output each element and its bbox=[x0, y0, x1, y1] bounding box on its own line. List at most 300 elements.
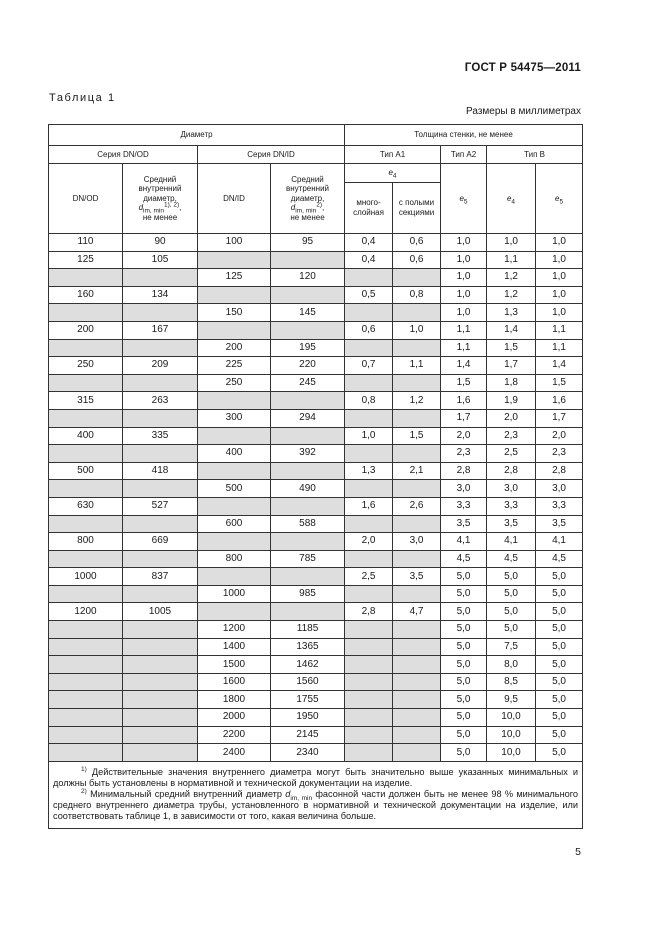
table-row bbox=[49, 638, 583, 656]
table-cell: 2,8 bbox=[345, 603, 393, 621]
table-cell: 5,0 bbox=[536, 568, 583, 586]
table-cell bbox=[123, 304, 198, 322]
table-row bbox=[49, 409, 583, 427]
table-cell bbox=[198, 286, 271, 304]
table-cell: 1,0 bbox=[441, 251, 487, 269]
table-cell bbox=[271, 533, 345, 551]
table-cell bbox=[393, 638, 441, 656]
table-cell: 1,5 bbox=[536, 374, 583, 392]
table-cell bbox=[393, 585, 441, 603]
table-cell: 1,2 bbox=[487, 269, 536, 287]
table-cell: 3,0 bbox=[393, 533, 441, 551]
table-cell: 785 bbox=[271, 550, 345, 568]
table-row bbox=[49, 533, 583, 551]
table-cell bbox=[123, 269, 198, 287]
table-cell: 1,1 bbox=[536, 321, 583, 339]
table-cell: 5,0 bbox=[441, 656, 487, 674]
table-row bbox=[49, 621, 583, 639]
table-cell: 588 bbox=[271, 515, 345, 533]
table-cell: 5,0 bbox=[536, 638, 583, 656]
table-cell: 167 bbox=[123, 321, 198, 339]
table-row bbox=[49, 550, 583, 568]
table-cell: 1,5 bbox=[393, 427, 441, 445]
table-cell: 335 bbox=[123, 427, 198, 445]
table-cell: 392 bbox=[271, 445, 345, 463]
table-cell: 1,1 bbox=[441, 339, 487, 357]
table-cell bbox=[345, 709, 393, 727]
table-cell: 3,5 bbox=[393, 568, 441, 586]
table-cell: 1,0 bbox=[441, 234, 487, 252]
table-cell bbox=[49, 269, 123, 287]
table-cell: 5,0 bbox=[536, 726, 583, 744]
table-row bbox=[49, 339, 583, 357]
table-cell: 5,0 bbox=[441, 621, 487, 639]
table-cell bbox=[271, 392, 345, 410]
header-e5-b: $e_5$ bbox=[536, 164, 583, 234]
footnote-2: $^{2)}$ Минимальный средний внутренний диаметр $d_{im, min}$ фасонной части должен быть не менее 98 % минимального среднего внутреннего диаметра трубы, установленного в нормативной и технической документации на изделие, или соответствовать таблице 1, в зависимости от того, какая величина больше. bbox=[53, 787, 579, 821]
table-cell: 1000 bbox=[49, 568, 123, 586]
table-cell: 220 bbox=[271, 357, 345, 375]
table-cell bbox=[271, 321, 345, 339]
table-cell bbox=[345, 638, 393, 656]
table-row bbox=[49, 427, 583, 445]
table-row bbox=[49, 269, 583, 287]
table-cell bbox=[198, 533, 271, 551]
table-cell: 95 bbox=[271, 234, 345, 252]
table-cell: 1,0 bbox=[536, 269, 583, 287]
table-cell bbox=[49, 656, 123, 674]
dimensions-table bbox=[48, 124, 583, 829]
table-cell bbox=[345, 744, 393, 762]
table-cell bbox=[49, 374, 123, 392]
table-cell bbox=[345, 374, 393, 392]
table-cell: 2,0 bbox=[441, 427, 487, 445]
table-cell: 4,1 bbox=[441, 533, 487, 551]
table-row bbox=[49, 357, 583, 375]
table-cell bbox=[393, 409, 441, 427]
table-cell: 294 bbox=[271, 409, 345, 427]
table-cell: 3,0 bbox=[487, 480, 536, 498]
table-cell: 1,5 bbox=[441, 374, 487, 392]
table-cell: 1000 bbox=[198, 585, 271, 603]
table-cell bbox=[49, 304, 123, 322]
table-cell: 1,8 bbox=[487, 374, 536, 392]
table-cell bbox=[345, 480, 393, 498]
table-cell: 5,0 bbox=[487, 603, 536, 621]
table-cell bbox=[393, 304, 441, 322]
table-cell: 5,0 bbox=[536, 744, 583, 762]
table-cell: 5,0 bbox=[536, 585, 583, 603]
header-e4-b: $e_4$ bbox=[487, 164, 536, 234]
table-cell: 100 bbox=[198, 234, 271, 252]
header-series-dn-od: Серия DN/OD bbox=[49, 146, 198, 164]
table-cell: 3,0 bbox=[441, 480, 487, 498]
header-dn-od: DN/OD bbox=[49, 164, 123, 234]
table-cell: 1,2 bbox=[487, 286, 536, 304]
table-cell: 1,0 bbox=[345, 427, 393, 445]
table-cell: 1,4 bbox=[441, 357, 487, 375]
table-cell: 125 bbox=[198, 269, 271, 287]
table-row bbox=[49, 515, 583, 533]
table-row bbox=[49, 691, 583, 709]
table-cell bbox=[345, 304, 393, 322]
table-cell: 1,3 bbox=[487, 304, 536, 322]
table-cell: 1,7 bbox=[487, 357, 536, 375]
table-row bbox=[49, 585, 583, 603]
table-cell bbox=[49, 673, 123, 691]
table-cell: 200 bbox=[49, 321, 123, 339]
table-cell: 5,0 bbox=[441, 744, 487, 762]
table-cell bbox=[123, 585, 198, 603]
table-cell: 3,3 bbox=[487, 497, 536, 515]
table-cell: 315 bbox=[49, 392, 123, 410]
table-cell: 0,7 bbox=[345, 357, 393, 375]
table-cell bbox=[393, 550, 441, 568]
footnote-row bbox=[49, 761, 583, 828]
table-cell bbox=[49, 744, 123, 762]
table-row bbox=[49, 744, 583, 762]
footnote-1: $^{1)}$ Действительные значения внутреннего диаметра могут быть значительно выше указанных минимальных и должны быть установлены в нормативной и технической документации на изделие. bbox=[53, 765, 579, 788]
table-cell bbox=[271, 568, 345, 586]
table-cell bbox=[271, 251, 345, 269]
table-cell bbox=[345, 550, 393, 568]
header-mean-inner-od: Средний внутренний диаметр, $d_{im, min}^{1), 2)}$, не менее bbox=[123, 164, 198, 234]
table-cell: 1,0 bbox=[536, 234, 583, 252]
table-row bbox=[49, 286, 583, 304]
table-cell: 10,0 bbox=[487, 744, 536, 762]
table-row bbox=[49, 251, 583, 269]
table-cell: 5,0 bbox=[487, 585, 536, 603]
table-cell: 2,8 bbox=[487, 462, 536, 480]
table-cell: 90 bbox=[123, 234, 198, 252]
header-series-dn-id: Серия DN/ID bbox=[198, 146, 345, 164]
header-row-1 bbox=[49, 125, 583, 146]
table-row bbox=[49, 497, 583, 515]
table-row bbox=[49, 392, 583, 410]
table-cell bbox=[393, 515, 441, 533]
table-cell bbox=[49, 638, 123, 656]
table-cell: 150 bbox=[198, 304, 271, 322]
header-e4-a1: $e_4$ bbox=[345, 164, 441, 183]
table-cell bbox=[345, 673, 393, 691]
table-cell: 5,0 bbox=[536, 656, 583, 674]
table-cell bbox=[49, 621, 123, 639]
table-cell bbox=[393, 726, 441, 744]
table-cell: 1,4 bbox=[487, 321, 536, 339]
header-dn-id: DN/ID bbox=[198, 164, 271, 234]
table-cell: 105 bbox=[123, 251, 198, 269]
table-cell: 263 bbox=[123, 392, 198, 410]
table-cell: 1,0 bbox=[441, 304, 487, 322]
table-cell: 2,0 bbox=[345, 533, 393, 551]
table-cell: 1500 bbox=[198, 656, 271, 674]
page-number: 5 bbox=[575, 846, 581, 858]
table-cell bbox=[198, 392, 271, 410]
table-cell bbox=[49, 691, 123, 709]
header-wall-thickness: Толщина стенки, не менее bbox=[345, 125, 583, 146]
table-cell: 1,0 bbox=[487, 234, 536, 252]
table-row bbox=[49, 480, 583, 498]
table-cell bbox=[393, 744, 441, 762]
table-cell bbox=[393, 673, 441, 691]
table-cell bbox=[271, 497, 345, 515]
table-cell bbox=[198, 251, 271, 269]
table-cell: 1200 bbox=[198, 621, 271, 639]
table-cell: 1,6 bbox=[536, 392, 583, 410]
header-hollow-sections: с полыми секциями bbox=[393, 183, 441, 234]
header-e5-a2: $e_5$ bbox=[441, 164, 487, 234]
table-cell bbox=[198, 497, 271, 515]
table-cell: 5,0 bbox=[536, 621, 583, 639]
header-mean-inner-id: Средний внутренний диаметр, $d_{im, min}^{2)}$, не менее bbox=[271, 164, 345, 234]
table-cell: 400 bbox=[49, 427, 123, 445]
table-cell bbox=[393, 691, 441, 709]
table-cell: 2200 bbox=[198, 726, 271, 744]
table-cell: 3,3 bbox=[536, 497, 583, 515]
table-cell: 800 bbox=[198, 550, 271, 568]
table-cell: 4,1 bbox=[487, 533, 536, 551]
table-cell: 1185 bbox=[271, 621, 345, 639]
table-cell bbox=[198, 568, 271, 586]
table-cell bbox=[49, 339, 123, 357]
table-row bbox=[49, 656, 583, 674]
table-cell: 600 bbox=[198, 515, 271, 533]
table-cell bbox=[271, 462, 345, 480]
table-cell: 0,6 bbox=[393, 234, 441, 252]
table-cell bbox=[123, 339, 198, 357]
table-cell bbox=[49, 515, 123, 533]
table-cell: 2400 bbox=[198, 744, 271, 762]
table-cell bbox=[123, 638, 198, 656]
table-cell: 2,1 bbox=[393, 462, 441, 480]
table-row bbox=[49, 304, 583, 322]
table-cell bbox=[345, 656, 393, 674]
table-cell: 0,6 bbox=[345, 321, 393, 339]
table-row bbox=[49, 445, 583, 463]
table-cell: 1755 bbox=[271, 691, 345, 709]
table-cell: 5,0 bbox=[441, 673, 487, 691]
table-cell: 1,2 bbox=[393, 392, 441, 410]
table-cell: 1,3 bbox=[345, 462, 393, 480]
table-cell: 145 bbox=[271, 304, 345, 322]
table-row bbox=[49, 568, 583, 586]
header-type-b: Тип В bbox=[487, 146, 583, 164]
table-cell: 1005 bbox=[123, 603, 198, 621]
table-cell: 2145 bbox=[271, 726, 345, 744]
table-cell: 125 bbox=[49, 251, 123, 269]
table-cell: 1,0 bbox=[536, 304, 583, 322]
table-cell: 1,1 bbox=[393, 357, 441, 375]
table-cell: 10,0 bbox=[487, 726, 536, 744]
table-cell bbox=[49, 480, 123, 498]
table-cell: 1400 bbox=[198, 638, 271, 656]
table-cell: 1,4 bbox=[536, 357, 583, 375]
header-type-a1: Тип А1 bbox=[345, 146, 441, 164]
table-cell: 2,0 bbox=[487, 409, 536, 427]
table-cell: 5,0 bbox=[441, 603, 487, 621]
table-cell bbox=[393, 709, 441, 727]
table-cell bbox=[123, 515, 198, 533]
table-cell: 400 bbox=[198, 445, 271, 463]
table-cell: 4,5 bbox=[536, 550, 583, 568]
table-cell: 120 bbox=[271, 269, 345, 287]
table-row bbox=[49, 673, 583, 691]
table-cell: 134 bbox=[123, 286, 198, 304]
table-cell: 225 bbox=[198, 357, 271, 375]
table-cell bbox=[345, 409, 393, 427]
table-cell bbox=[198, 603, 271, 621]
table-cell: 2,3 bbox=[536, 445, 583, 463]
units-note: Размеры в миллиметрах bbox=[466, 106, 581, 117]
table-cell: 209 bbox=[123, 357, 198, 375]
table-cell bbox=[393, 656, 441, 674]
table-cell: 527 bbox=[123, 497, 198, 515]
table-cell bbox=[345, 339, 393, 357]
table-cell: 8,5 bbox=[487, 673, 536, 691]
table-cell: 10,0 bbox=[487, 709, 536, 727]
table-cell: 1950 bbox=[271, 709, 345, 727]
standard-code: ГОСТ Р 54475—2011 bbox=[464, 62, 581, 74]
table-cell: 3,5 bbox=[487, 515, 536, 533]
table-cell: 4,7 bbox=[393, 603, 441, 621]
table-cell: 0,4 bbox=[345, 234, 393, 252]
table-cell bbox=[345, 445, 393, 463]
table-cell: 3,3 bbox=[441, 497, 487, 515]
header-multilayer: много- слойная bbox=[345, 183, 393, 234]
table-cell bbox=[123, 445, 198, 463]
table-cell: 2,5 bbox=[345, 568, 393, 586]
table-cell: 0,8 bbox=[393, 286, 441, 304]
table-cell: 1,7 bbox=[536, 409, 583, 427]
table-cell bbox=[393, 269, 441, 287]
table-cell: 2,6 bbox=[393, 497, 441, 515]
table-cell: 110 bbox=[49, 234, 123, 252]
table-cell: 9,5 bbox=[487, 691, 536, 709]
table-cell: 1200 bbox=[49, 603, 123, 621]
table-cell: 300 bbox=[198, 409, 271, 427]
table-cell bbox=[393, 445, 441, 463]
table-cell: 2,0 bbox=[536, 427, 583, 445]
table-cell: 1,0 bbox=[393, 321, 441, 339]
table-cell: 3,5 bbox=[441, 515, 487, 533]
table-cell: 5,0 bbox=[441, 568, 487, 586]
table-cell: 2,3 bbox=[487, 427, 536, 445]
table-row bbox=[49, 234, 583, 252]
table-cell: 5,0 bbox=[487, 621, 536, 639]
table-cell bbox=[345, 726, 393, 744]
table-cell bbox=[393, 480, 441, 498]
table-cell bbox=[198, 462, 271, 480]
table-cell: 200 bbox=[198, 339, 271, 357]
table-row bbox=[49, 374, 583, 392]
table-cell: 1600 bbox=[198, 673, 271, 691]
table-cell: 1,0 bbox=[536, 286, 583, 304]
table-cell bbox=[123, 726, 198, 744]
table-cell: 500 bbox=[49, 462, 123, 480]
table-cell bbox=[123, 744, 198, 762]
table-cell: 4,5 bbox=[487, 550, 536, 568]
table-cell: 4,1 bbox=[536, 533, 583, 551]
table-cell: 5,0 bbox=[441, 691, 487, 709]
table-cell: 0,4 bbox=[345, 251, 393, 269]
table-cell: 5,0 bbox=[487, 568, 536, 586]
table-cell: 2,8 bbox=[441, 462, 487, 480]
table-cell: 2,5 bbox=[487, 445, 536, 463]
table-cell: 1,5 bbox=[487, 339, 536, 357]
table-cell: 669 bbox=[123, 533, 198, 551]
table-cell bbox=[345, 585, 393, 603]
table-cell: 2340 bbox=[271, 744, 345, 762]
table-cell bbox=[271, 286, 345, 304]
table-cell: 7,5 bbox=[487, 638, 536, 656]
table-cell: 1365 bbox=[271, 638, 345, 656]
table-caption: Таблица 1 bbox=[49, 92, 116, 104]
table-cell bbox=[123, 691, 198, 709]
table-cell: 1,6 bbox=[345, 497, 393, 515]
table-cell: 1,0 bbox=[441, 286, 487, 304]
table-cell: 1462 bbox=[271, 656, 345, 674]
table-cell: 5,0 bbox=[441, 638, 487, 656]
table-cell: 4,5 bbox=[441, 550, 487, 568]
table-cell bbox=[49, 709, 123, 727]
table-cell: 0,8 bbox=[345, 392, 393, 410]
table-cell: 5,0 bbox=[441, 726, 487, 744]
table-cell: 1,1 bbox=[487, 251, 536, 269]
table-cell bbox=[123, 621, 198, 639]
table-row bbox=[49, 709, 583, 727]
table-cell bbox=[345, 515, 393, 533]
table-cell bbox=[271, 603, 345, 621]
table-cell: 1,0 bbox=[441, 269, 487, 287]
footnotes bbox=[49, 761, 583, 828]
table-cell bbox=[345, 621, 393, 639]
table-cell bbox=[49, 726, 123, 744]
table-cell: 837 bbox=[123, 568, 198, 586]
table-cell: 418 bbox=[123, 462, 198, 480]
table-cell: 5,0 bbox=[441, 709, 487, 727]
table-cell bbox=[393, 374, 441, 392]
table-row bbox=[49, 462, 583, 480]
table-cell bbox=[49, 445, 123, 463]
table-cell: 1,7 bbox=[441, 409, 487, 427]
table-cell bbox=[345, 691, 393, 709]
table-row bbox=[49, 726, 583, 744]
table-cell: 1,9 bbox=[487, 392, 536, 410]
table-cell: 0,5 bbox=[345, 286, 393, 304]
table-cell bbox=[123, 550, 198, 568]
table-cell: 245 bbox=[271, 374, 345, 392]
table-cell: 800 bbox=[49, 533, 123, 551]
table-cell: 3,5 bbox=[536, 515, 583, 533]
table-row bbox=[49, 603, 583, 621]
table-cell: 0,6 bbox=[393, 251, 441, 269]
table-cell bbox=[123, 480, 198, 498]
table-cell bbox=[123, 409, 198, 427]
table-cell: 160 bbox=[49, 286, 123, 304]
table-cell: 2,8 bbox=[536, 462, 583, 480]
table-cell: 8,0 bbox=[487, 656, 536, 674]
table-cell: 500 bbox=[198, 480, 271, 498]
header-type-a2: Тип А2 bbox=[441, 146, 487, 164]
table-cell bbox=[49, 409, 123, 427]
table-cell: 1,1 bbox=[536, 339, 583, 357]
table-cell: 1,6 bbox=[441, 392, 487, 410]
table-cell bbox=[123, 709, 198, 727]
table-cell bbox=[123, 374, 198, 392]
table-cell: 2,3 bbox=[441, 445, 487, 463]
table-cell bbox=[393, 339, 441, 357]
table-cell: 1,0 bbox=[536, 251, 583, 269]
